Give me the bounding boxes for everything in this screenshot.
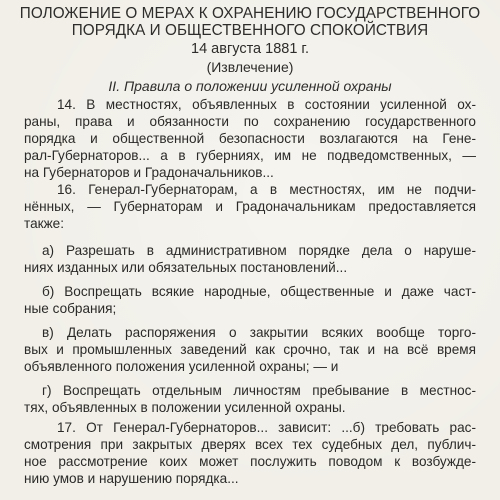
document-title-line-2: ПОРЯДКА И ОБЩЕСТВЕННОГО СПОКОЙСТВИЯ	[71, 22, 429, 39]
text-line: ные собрания;	[24, 301, 117, 316]
text-line: раны, права и обязанности по сохранению государственного	[24, 114, 476, 129]
text-line: нию умов и нарушению порядка...	[24, 471, 239, 486]
text-line: объявленного положения усиленной охраны; — и	[24, 359, 339, 374]
text-line: смотрения при закрытых дверях всех тех судебных дел, публич-	[24, 437, 476, 452]
text-line: тях, объявленных в положении усиленной охраны.	[24, 400, 346, 415]
text-line: 14. В местностях, объявленных в состоянии усиленной ох-	[57, 97, 476, 112]
text-line: 16. Генерал-Губернаторам, а в местностях, им не подчи-	[57, 182, 476, 197]
text-line: б) Воспрещать всякие народные, общественные и даже част-	[42, 284, 476, 299]
text-line: порядка и общественной безопасности возлагаются на Гене-	[24, 131, 476, 146]
document-note: (Извлечение)	[206, 59, 294, 75]
document-date: 14 августа 1881 г.	[191, 41, 309, 57]
text-line: также:	[24, 216, 65, 231]
text-line: 17. От Генерал-Губернаторов... зависит: ...б) требовать рас-	[57, 420, 476, 435]
text-line: на Губернаторов и Градоначальников...	[24, 165, 274, 180]
text-line: г) Воспрещать отдельным личностям пребывание в местнос-	[42, 383, 476, 398]
text-line: ниях изданных или обязательных постановлений...	[24, 260, 348, 275]
text-line: вых и промышленных заведений как срочно, так и на всё время	[24, 342, 476, 357]
section-heading: II. Правила о положении усиленной охраны	[108, 78, 392, 94]
document-title-line-1: ПОЛОЖЕНИЕ О МЕРАХ К ОХРАНЕНИЮ ГОСУДАРСТВЕННОГО	[19, 5, 481, 22]
text-line: в) Делать распоряжения о закрытии всяких вообще торго-	[42, 325, 476, 340]
text-line: а) Разрешать в административном порядке дела о наруше-	[42, 243, 476, 258]
text-line: ное рассмотрение коих может послужить поводом к возбужде-	[24, 454, 476, 469]
text-line: нённых, — Губернаторам и Градоначальникам предоставляется	[24, 199, 476, 214]
text-line: рал-Губернаторов... а в губерниях, им не подведомственных, —	[24, 148, 476, 163]
